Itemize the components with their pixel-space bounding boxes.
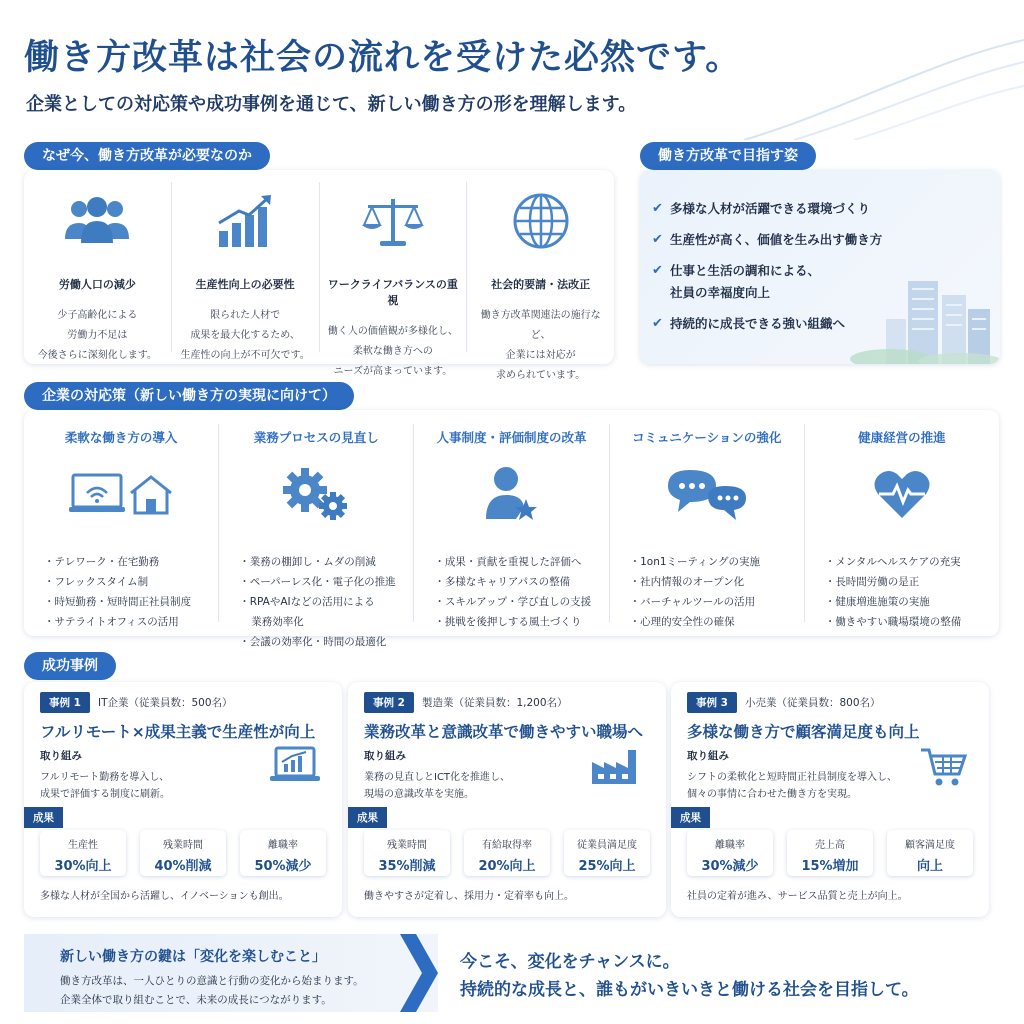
results-label: 成果: [348, 807, 387, 828]
measure-bullet: 業務効率化: [251, 616, 304, 628]
metric-label: 残業時間: [387, 840, 427, 851]
metric-value: 30%向上: [54, 859, 112, 874]
measure-title: 柔軟な働き方の導入: [64, 430, 178, 445]
metric-value: 20%向上: [478, 859, 536, 874]
metric-card: [687, 830, 773, 876]
case-card: [348, 682, 666, 917]
closing-line: 今こそ、変化をチャンスに。: [460, 952, 680, 972]
measure-title: コミュニケーションの強化: [632, 430, 782, 445]
measure-bullet: ・ RPAやAIなどの活用による: [239, 592, 413, 612]
laptop-chart-icon: [270, 746, 320, 786]
goal-item: [652, 229, 1000, 251]
measure-bullet: ・ テレワーク・在宅勤務: [44, 552, 218, 572]
case-number: 事例 3: [687, 692, 737, 713]
case-company: 小売業（従業員数：800名）: [744, 697, 881, 709]
case-desc-line: シフトの柔軟化と短時間正社員制度を導入し、: [687, 772, 897, 783]
measure-bullet: ・ 社内情報のオープン化: [630, 572, 804, 592]
metric-value: 30%減少: [701, 859, 759, 874]
key-line: 企業全体で取り組むことで、未来の成長につながります。: [60, 994, 332, 1006]
case-note: 多様な人材が全国から活躍し、イノベーションも創出。: [40, 891, 289, 902]
measure-bullet: ・ 多様なキャリアパスの整備: [434, 572, 608, 592]
reason-line: 働き方改革関連法の施行など、: [480, 310, 601, 341]
metric-label: 売上高: [815, 840, 845, 851]
case-desc-line: フルリモート勤務を導入し、: [40, 772, 170, 783]
gears-icon: [281, 466, 351, 522]
case-title: 業務改革と意識改革で働きやすい職場へ: [364, 723, 644, 741]
measures-card: [24, 410, 999, 648]
metric-card: [140, 830, 226, 876]
measure-item: [610, 424, 805, 628]
key-message-box: [24, 934, 438, 1012]
reason-line: 生産性の向上が不可欠です。: [180, 350, 310, 361]
goal-text: 多様な人材が活躍できる環境づくり: [670, 201, 871, 216]
metric-label: 残業時間: [163, 840, 203, 851]
case-number: 事例 2: [364, 692, 414, 713]
efforts-label: 取り組み: [364, 750, 406, 762]
case-company: IT企業（従業員数：500名）: [97, 697, 233, 709]
metric-card: [364, 830, 450, 876]
goal-item: [652, 198, 1000, 220]
measure-bullet: ・ 長時間労働の是正: [825, 572, 999, 592]
case-card: [671, 682, 989, 917]
metric-card: [40, 830, 126, 876]
measure-bullet: ・ フレックスタイム制: [44, 572, 218, 592]
case-desc-line: 現場の意識改革を実施。: [364, 789, 474, 800]
reason-title: 生産性向上の必要性: [195, 278, 295, 291]
key-line: 働き方改革は、一人ひとりの意識と行動の変化から始まります。: [60, 975, 364, 987]
goal-text: 持続的に成長できる強い組織へ: [670, 316, 846, 331]
case-desc-line: 成果で評価する制度に刷新。: [40, 789, 170, 800]
factory-icon: [590, 746, 644, 786]
results-label: 成果: [24, 807, 63, 828]
results-label: 成果: [671, 807, 710, 828]
measure-bullet: ・ 時短勤務・短時間正社員制度: [44, 592, 218, 612]
case-number: 事例 1: [40, 692, 90, 713]
goals-heading: 働き方改革で目指す姿: [640, 142, 816, 170]
key-title: 新しい働き方の鍵は「変化を楽しむこと」: [60, 949, 326, 965]
efforts-label: 取り組み: [40, 750, 82, 762]
reason-line: 少子高齢化による: [57, 310, 138, 321]
page-subtitle: 企業としての対応策や成功事例を通じて、新しい働き方の形を理解します。: [26, 94, 637, 115]
measure-item: [805, 424, 999, 628]
measure-bullet: ・ メンタルヘルスケアの充実: [825, 552, 999, 572]
measure-bullet: ・ 業務の棚卸し・ムダの削減: [239, 552, 413, 572]
people-group-icon: [61, 195, 133, 247]
reason-line: 企業には対応が: [505, 350, 576, 361]
check-icon: ✔: [652, 316, 663, 331]
reason-line: 労働力不足は: [67, 330, 128, 341]
measure-bullet: ・ サテライトオフィスの活用: [44, 612, 218, 632]
metric-label: 有給取得率: [482, 840, 532, 851]
city-skyline-illustration: [850, 269, 1000, 364]
goals-card: [640, 170, 1000, 364]
reason-line: 限られた人材で: [210, 310, 281, 321]
reason-title: 社会的要請・法改正: [491, 278, 591, 291]
metric-card: [464, 830, 550, 876]
measure-bullet: ・ 働きやすい職場環境の整備: [825, 612, 999, 632]
case-title: 多様な働き方で顧客満足度も向上: [687, 723, 920, 741]
metric-value: 15%増加: [801, 859, 859, 874]
measure-item: [414, 424, 609, 628]
metric-label: 離職率: [715, 840, 745, 851]
case-company: 製造業（従業員数：1,200名）: [421, 697, 568, 709]
remote-work-icon: [69, 471, 173, 517]
chevron-right-icon: [400, 934, 440, 1012]
measure-title: 人事制度・評価制度の改革: [436, 430, 587, 445]
metric-value: 35%削減: [378, 859, 436, 874]
reason-item: [467, 182, 614, 381]
metric-value: 25%向上: [578, 859, 636, 874]
person-star-icon: [486, 465, 538, 523]
cases-heading: 成功事例: [24, 652, 116, 680]
check-icon: ✔: [652, 232, 663, 247]
reason-item: [172, 182, 320, 361]
case-note: 社員の定着が進み、サービス品質と売上が向上。: [687, 891, 908, 902]
reason-title: ワークライフバランスの重視: [327, 278, 458, 307]
reason-line: 求められています。: [496, 370, 586, 381]
efforts-label: 取り組み: [687, 750, 729, 762]
goal-text: 仕事と生活の調和による、: [670, 263, 821, 278]
metric-value: 向上: [916, 859, 943, 874]
metric-label: 従業員満足度: [577, 840, 637, 851]
globe-icon: [511, 191, 571, 251]
goal-text: 生産性が高く、価値を生み出す働き方: [670, 232, 883, 247]
metric-label: 顧客満足度: [905, 840, 955, 851]
page-title: 働き方改革は社会の流れを受けた必然です。: [24, 38, 742, 78]
reason-line: 働く人の価値観が多様化し、: [327, 326, 458, 337]
measure-bullet: ・ ペーパーレス化・電子化の推進: [239, 572, 413, 592]
reason-item: [24, 182, 172, 361]
measure-bullet: ・ スキルアップ・学び直しの支援: [434, 592, 608, 612]
reason-item: [320, 182, 468, 377]
measure-bullet: ・ 挑戦を後押しする風土づくり: [434, 612, 608, 632]
measure-bullet: ・ 成果・貢献を重視した評価へ: [434, 552, 608, 572]
metric-value: 50%減少: [254, 859, 312, 874]
case-title: フルリモート×成果主義で生産性が向上: [40, 723, 316, 741]
metric-card: [240, 830, 326, 876]
check-icon: ✔: [652, 201, 663, 216]
reason-line: ニーズが高まっています。: [333, 366, 453, 377]
reason-title: 労働人口の減少: [58, 278, 136, 291]
heart-pulse-icon: [873, 468, 931, 520]
reasons-card: [24, 170, 614, 381]
balance-scale-icon: [360, 193, 426, 249]
measure-bullet: ・ 会議の効率化・時間の最適化: [239, 632, 413, 652]
measure-bullet: ・ 心理的安全性の確保: [630, 612, 804, 632]
measure-title: 健康経営の推進: [858, 430, 946, 445]
goal-text: 社員の幸福度向上: [670, 285, 771, 300]
case-desc-line: 業務の見直しとICT化を推進し、: [364, 772, 511, 783]
decorative-wave: [704, 0, 1024, 140]
measure-bullet: ・ 1on1ミーティングの実施: [630, 552, 804, 572]
metric-label: 生産性: [68, 840, 98, 851]
case-note: 働きやすさが定着し、採用力・定着率も向上。: [364, 891, 574, 902]
reason-line: 今後さらに深刻化します。: [37, 350, 157, 361]
check-icon: ✔: [652, 263, 663, 278]
metric-value: 40%削減: [154, 859, 212, 874]
reasons-heading: なぜ今、働き方改革が必要なのか: [24, 142, 270, 170]
metric-card: [564, 830, 650, 876]
measure-title: 業務プロセスの見直し: [253, 430, 379, 445]
metric-card: [787, 830, 873, 876]
closing-line: 持続的な成長と、誰もがいきいきと働ける社会を目指して。: [460, 980, 919, 1000]
measure-item: [219, 424, 414, 648]
chat-bubbles-icon: [664, 466, 750, 522]
case-desc-line: 個々の事情に合わせた働き方を実現。: [687, 789, 857, 800]
measure-bullet: ・ バーチャルツールの活用: [630, 592, 804, 612]
growth-chart-icon: [215, 193, 275, 249]
measures-heading: 企業の対応策（新しい働き方の実現に向けて）: [24, 382, 354, 410]
measure-item: [24, 424, 219, 628]
shopping-cart-icon: [919, 746, 967, 788]
measure-bullet: ・ 健康増進施策の実施: [825, 592, 999, 612]
closing-message: [460, 948, 919, 1004]
case-card: [24, 682, 342, 917]
metric-card: [887, 830, 973, 876]
reason-line: 柔軟な働き方への: [352, 346, 433, 357]
metric-label: 離職率: [268, 840, 298, 851]
reason-line: 成果を最大化するため、: [190, 330, 300, 341]
